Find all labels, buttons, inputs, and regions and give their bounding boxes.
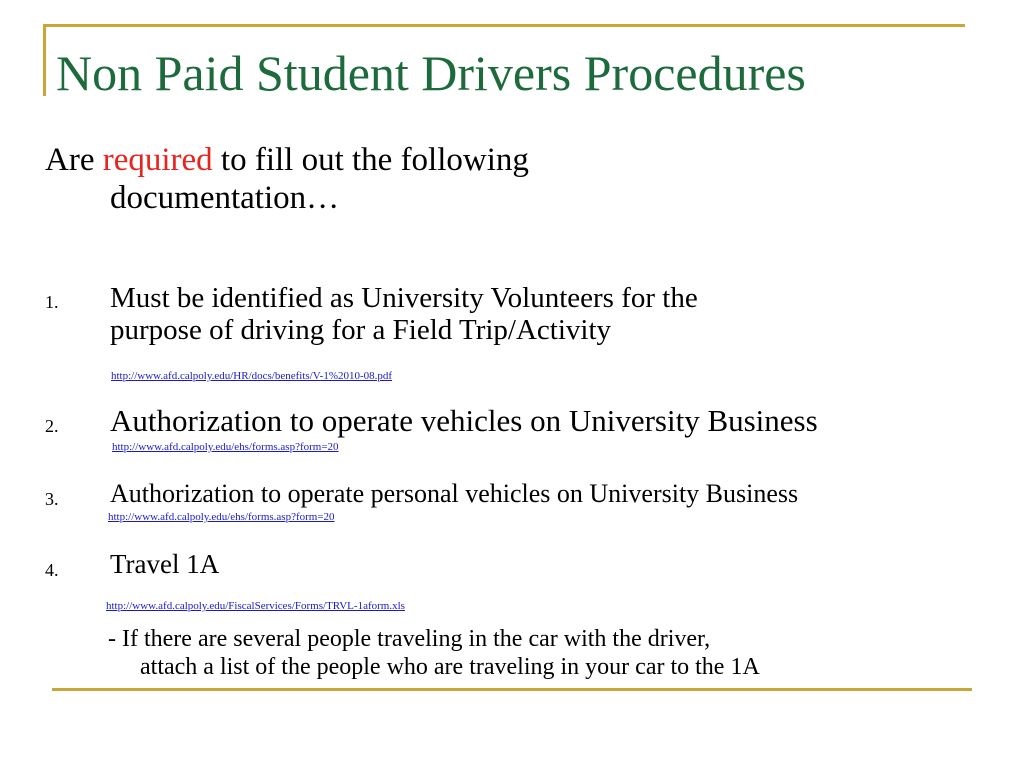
list-item-line-1: Must be identified as University Volunteers for the xyxy=(110,282,698,314)
list-item-line-2: purpose of driving for a Field Trip/Activity xyxy=(110,314,612,347)
frame-top-rule xyxy=(43,24,965,27)
personal-vehicle-authorization-link[interactable]: http://www.afd.calpoly.edu/ehs/forms.asp?form=20 xyxy=(108,511,335,523)
intro-continuation: documentation… xyxy=(110,179,340,216)
list-item-text xyxy=(110,282,1000,347)
list-number: 4. xyxy=(45,560,59,580)
vehicle-authorization-link[interactable]: http://www.afd.calpoly.edu/ehs/forms.asp?form=20 xyxy=(112,441,339,453)
slide-title: Non Paid Student Drivers Procedures xyxy=(56,45,806,101)
frame-left-rule xyxy=(43,24,46,96)
travel-1a-form-link[interactable]: http://www.afd.calpoly.edu/FiscalServices/Forms/TRVL-1aform.xls xyxy=(106,600,405,612)
list-item-text: Authorization to operate vehicles on University Business xyxy=(110,403,818,438)
intro-text xyxy=(45,142,745,218)
volunteer-form-link[interactable]: http://www.afd.calpoly.edu/HR/docs/benefits/V-1%2010-08.pdf xyxy=(111,370,393,382)
list-item-text: Authorization to operate personal vehicles on University Business xyxy=(110,479,799,508)
list-number: 1. xyxy=(45,292,59,312)
travel-note-line-2: attach a list of the people who are traveling in your car to the 1A xyxy=(140,653,760,680)
travel-note xyxy=(108,626,968,681)
list-number: 2. xyxy=(45,416,59,436)
intro-suffix: to fill out the following xyxy=(212,142,529,178)
list-number: 3. xyxy=(45,489,59,509)
list-item-text: Travel 1A xyxy=(110,549,220,579)
intro-prefix: Are xyxy=(45,142,103,178)
intro-required-highlight: required xyxy=(102,142,213,178)
frame-bottom-rule xyxy=(52,688,972,691)
travel-note-line-1: - If there are several people traveling in the car with the driver, xyxy=(108,626,711,652)
